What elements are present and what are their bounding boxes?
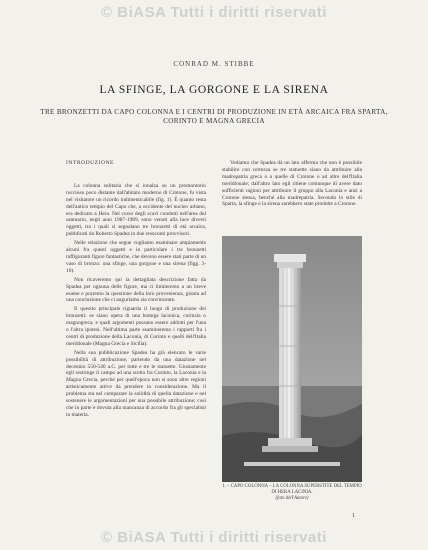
intro-column [66,160,206,421]
paragraph: Nella sua pubblicazione Spadea ha già elencato le varie possibilità di attribuzione, partendo da una datazione nel decennio 550-540 a.C. per tutte e tre le statuette. Giustamente egli restringe il campo ad una scelta fra Corinto, la Laconia e la Magna Grecia, perché per quell'epoca non si sono altre regioni artisticamente attive da prendere in considerazione. Ma il problema sta nel comparare la solidità di quella datazione e nel sostenere le argomentazioni per una possibile attribuzione; così che in parte è dovuta alla mancanza di accordo fra gli specialisti in materia. [66,349,206,418]
caption-text: 1. – CAPO COLONNA – LA COLONNA SUPERSTITE DEL TEMPIO DI HERA LACINIA. [222,484,362,495]
column-photo-illustration [222,236,362,482]
photo-credit: (foto dell'Autore) [275,496,309,501]
article-subtitle: TRE BRONZETTI DA CAPO COLONNA E I CENTRI DI PRODUZIONE IN ETÀ ARCAICA FRA SPARTA, CORINTO E MAGNA GRECIA [40,108,388,125]
watermark-top: © BiASA Tutti i diritti riservati [101,4,327,21]
paragraph: Vediamo che Spadea dà un lato afferma che non è possibile stabilire con certezza se tre statuette siano da attribuire alla madrepatria greca o a quelle di Crotone o ad altre dell'Italia meridionale; dall'altro lato egli ritiene comunque di avere dato sufficienti ragioni per attribuire il gruppo alla Laconia e anzi a Crotone stessa, benché alla madrepatria. Secondo lo stile di Sparta, la sfinge e la sirena sarebbero state prodotte a Crotone. [222,160,362,208]
section-heading: INTRODUZIONE [66,160,114,166]
figure-photo [222,236,362,482]
paragraph: La colonna solitaria che si innalza su un promontorio roccioso poco distante dall'abitato moderno di Crotone, fu vista nel visitatore un ricordo indimenticabile (fig. 1). È quanto resta dell'antico tempio del Capo che, a occidente del nucleo urbano, era dedicato a Hera. Nel corso degli scavi condotti nell'area del santuario, negli anni 1987-1989, sono venuti alla luce diversi oggetti, tra i quali si segnalano tre bronzetti di età arcaica, pubblicati da Roberto Spadea in due resoconti provvisori. [66,182,206,238]
figure-caption [222,484,362,502]
paragraph: Non ricaveremo qui la dettagliata descrizione fatta da Spadea per ognuna delle figure, ma ci limiteremo a un breve esame e porremo la questione della loro provenienza, giunta ad una conclusione che ci auguriamo sia convincente. [66,276,206,304]
right-column-text [222,160,362,208]
watermark-bottom: © BiASA Tutti i diritti riservati [101,529,327,546]
article-author: CONRAD M. STIBBE [173,60,255,68]
paragraph: Il quesito principale riguarda il luogo di produzione dei bronzetti: se siano opera di una bottega laconica, corinzia o magnogreca, e quali argomenti possano essere addotti per l'una o l'altra ipotesi. Nell'ultima parte esamineremo i rapporti fra i centri di produzione della Laconia, di Corinto e quelli dell'Italia meridionale (Magna Grecia e Sicilia). [66,306,206,347]
article-title: LA SFINGE, LA GORGONE E LA SIRENA [99,84,329,96]
paragraph: Nelle relazione che segue vogliamo esaminare ampiamente alcuni fra questi oggetti e in particolare i tre bronzetti raffiguranti figure fantastiche, che devono essere stati parte di un vaso di bronzo: una sfinge, una gorgone e una sirena (figg. 3-10). [66,240,207,274]
page-number: 1 [352,513,355,519]
